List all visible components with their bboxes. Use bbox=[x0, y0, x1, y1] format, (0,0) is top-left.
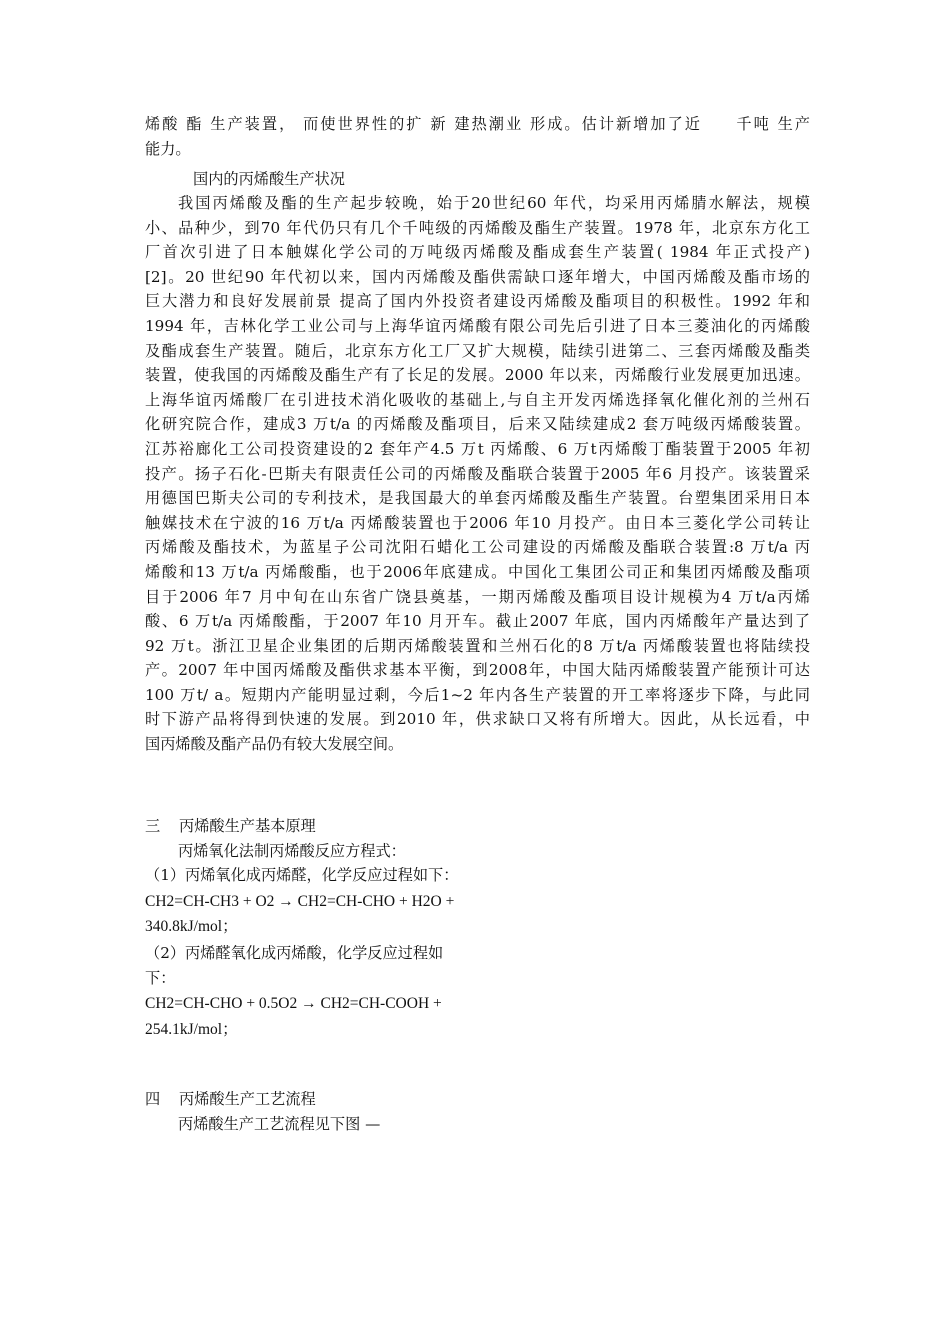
intro-paragraph bbox=[145, 112, 810, 161]
text-line: 及酯成套生产装置。随后，北京东方化工厂又扩大规模，陆续引进第二、三套丙烯酸及酯类 bbox=[145, 341, 810, 360]
equation-1-line-1: CH2=CH-CH3 + O2 → CH2=CH-CHO + H2O + bbox=[145, 892, 455, 910]
text-line: 触媒技术在宁波的16 万t/a 丙烯酸装置也于2006 年10 月投产。由日本三菱化学公司转让 bbox=[145, 513, 810, 532]
text-line: 产。2007 年中国丙烯酸及酯供求基本平衡，到2008年，中国大陆丙烯酸装置产能预计可达 bbox=[145, 661, 810, 680]
section-title: 丙烯酸生产基本原理 bbox=[179, 817, 316, 835]
text-line: 丙烯酸及酯技术，为蓝星子公司沈阳石蜡化工公司建设的丙烯酸及酯联合装置:8 万t/a 丙 bbox=[145, 538, 810, 557]
text-line: 小、品种少，到70 年代仍只有几个千吨级的丙烯酸及酯生产装置。1978 年，北京东方化工 bbox=[145, 218, 810, 237]
text-line: 国丙烯酸及酯产品仍有较大发展空间。 bbox=[145, 735, 404, 754]
text-line: 时下游产品将得到快速的发展。到2010 年，供求缺口又将有所增大。因此，从长远看，中 bbox=[145, 710, 810, 729]
text-line: 酸、6 万t/a 丙烯酸酯，于2007 年10 月开车。截止2007 年底，国内丙烯酸年产量达到了 bbox=[145, 612, 810, 631]
equation-2-line-2: 254.1kJ/mol； bbox=[145, 1020, 238, 1038]
reaction-step-2-line-1: （2）丙烯醛氧化成丙烯酸，化学反应过程如 bbox=[145, 943, 444, 962]
text-line: 投产。扬子石化-巴斯夫有限责任公司的丙烯酸及酯联合装置于2005 年6 月投产。该装置采 bbox=[145, 464, 810, 483]
text-line: 上海华谊丙烯酸厂在引进技术消化吸收的基础上,与自主开发丙烯选择氧化催化剂的兰州石 bbox=[145, 390, 810, 409]
text-line: 烯酸和13 万t/a 丙烯酸酯，也于2006年底建成。中国化工集团公司正和集团丙烯酸及酯项 bbox=[145, 562, 810, 581]
section-3-heading bbox=[145, 814, 810, 839]
text-line: 装置，使我国的丙烯酸及酯生产有了长足的发展。2000 年以来，丙烯酸行业发展更加迅速。 bbox=[145, 366, 810, 385]
domestic-paragraph bbox=[145, 191, 810, 757]
equation-2-line-1: CH2=CH-CHO + 0.5O2 → CH2=CH-COOH + bbox=[145, 995, 442, 1013]
section-3-subtitle: 丙烯氧化法制丙烯酸反应方程式： bbox=[178, 841, 406, 860]
domestic-heading: 国内的丙烯酸生产状况 bbox=[193, 170, 345, 188]
text-line: 巨大潜力和良好发展前景 提高了国内外投资者建设丙烯酸及酯项目的积极性。1992 年和 bbox=[145, 292, 810, 311]
text-line: [2]。20 世纪90 年代初以来，国内丙烯酸及酯供需缺口逐年增大，中国丙烯酸及酯市场的 bbox=[145, 267, 810, 286]
text-line: 厂首次引进了日本触媒化学公司的万吨级丙烯酸及酯成套生产装置( 1984 年正式投产) bbox=[145, 243, 810, 262]
text-line: 1994 年，吉林化学工业公司与上海华谊丙烯酸有限公司先后引进了日本三菱油化的丙烯酸 bbox=[145, 316, 810, 335]
section-4-subtitle: 丙烯酸生产工艺流程见下图 — bbox=[178, 1114, 381, 1133]
equation-1-line-2: 340.8kJ/mol； bbox=[145, 918, 238, 936]
reaction-step-1: （1）丙烯氧化成丙烯醛，化学反应过程如下： bbox=[145, 866, 459, 885]
section-3 bbox=[145, 814, 810, 1042]
text-line: 目于2006 年7 月中旬在山东省广饶县奠基，一期丙烯酸及酯项目设计规模为4 万t/a丙烯 bbox=[145, 587, 810, 606]
section-title: 丙烯酸生产工艺流程 bbox=[179, 1090, 316, 1108]
section-4 bbox=[145, 1087, 810, 1136]
text-line: 烯酸 酯 生产装置， 而使世界性的扩 新 建热潮业 形成。估计新增加了近 千吨 生产 bbox=[145, 115, 810, 133]
text-line: 用德国巴斯夫公司的专利技术，是我国最大的单套丙烯酸及酯生产装置。台塑集团采用日本 bbox=[145, 489, 810, 508]
text-line: 江苏裕廊化工公司投资建设的2 套年产4.5 万t 丙烯酸、6 万t丙烯酸丁酯装置于2005 年初 bbox=[145, 439, 810, 458]
section-number: 四 bbox=[145, 1090, 161, 1108]
section-4-heading bbox=[145, 1087, 810, 1112]
text-line: 我国丙烯酸及酯的生产起步较晚，始于20世纪60 年代，均采用丙烯腈水解法，规模 bbox=[178, 194, 810, 212]
text-line: 100 万t/ a。短期内产能明显过剩，今后1~2 年内各生产装置的开工率将逐步下降，与此同 bbox=[145, 685, 810, 704]
text-line: 化研究院合作，建成3 万t/a 的丙烯酸及酯项目，后来又陆续建成2 套万吨级丙烯酸装置。 bbox=[145, 415, 810, 434]
text-line: 92 万t。浙江卫星企业集团的后期丙烯酸装置和兰州石化的8 万t/a 丙烯酸装置也将陆续投 bbox=[145, 636, 810, 655]
section-number: 三 bbox=[145, 817, 161, 835]
text-line: 能力。 bbox=[145, 139, 191, 158]
reaction-step-2-line-2: 下： bbox=[145, 968, 176, 987]
